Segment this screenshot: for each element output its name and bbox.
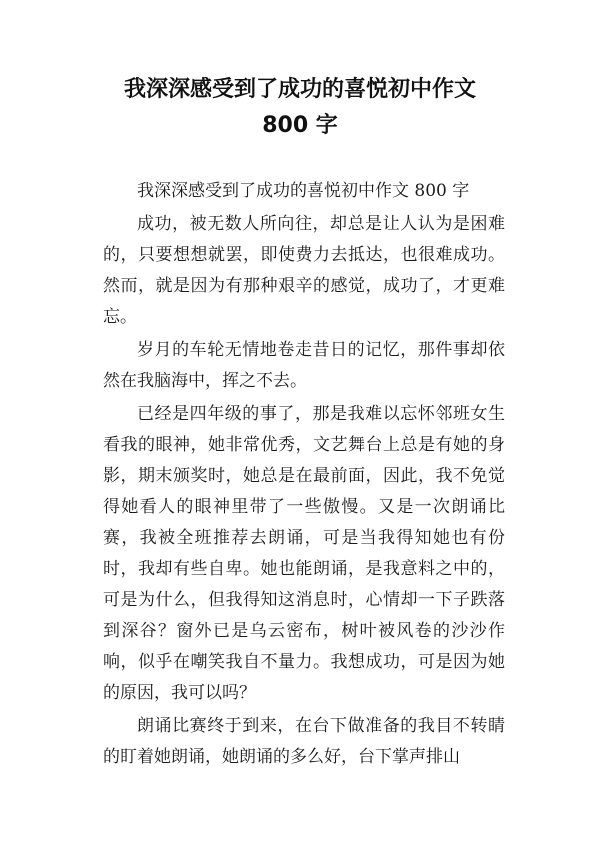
document-body [103,176,505,775]
paragraph: 朗诵比赛终于到来，在台下做准备的我目不转睛的盯着她朗诵，她朗诵的多么好，台下掌声排山 [103,716,505,767]
paragraph: 成功，被无数人所向往，却总是让人认为是困难的，只要想想就罢，即使费力去抵达，也很难成功。然而，就是因为有那种艰辛的感觉，成功了，才更难忘。 [103,214,505,327]
title-line-2: 800 字 [262,113,338,138]
document-title [80,72,520,144]
paragraph-heading: 我深深感受到了成功的喜悦初中作文 800 字 [137,181,470,201]
paragraph: 已经是四年级的事了，那是我难以忘怀邻班女生看我的眼神，她非常优秀，文艺舞台上总是有她的身影，期末颁奖时，她总是在最前面，因此，我不免觉得她看人的眼神里带了一些傲慢。又是一次朗诵比赛，我被全班推荐去朗诵，可是当我得知她也有份时，我却有些自卑。她也能朗诵，是我意料之中的，可是为什么，但我得知这消息时，心情却一下子跌落到深谷？窗外已是乌云密布，树叶被风卷的沙沙作响，似乎在嘲笑我自不量力。我想成功，可是因为她的原因，我可以吗？ [103,404,505,703]
title-line-1: 我深深感受到了成功的喜悦初中作文 [123,77,476,102]
paragraph: 岁月的车轮无情地卷走昔日的记忆，那件事却依然在我脑海中，挥之不去。 [103,340,505,391]
